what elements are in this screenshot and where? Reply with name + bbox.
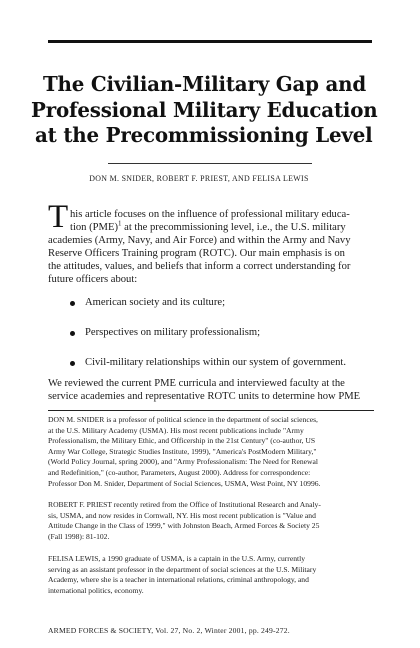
footnote-line: (Fall 1998): 81-102.	[48, 531, 110, 541]
intro-line-6: future officers about:	[48, 274, 138, 285]
article-title	[30, 72, 390, 149]
title-line-3: at the Precommissioning Level	[35, 123, 373, 147]
intro-line-2-pre: tion (PME)	[70, 222, 118, 233]
bullet-text: Civil-military relationships within our system of government.	[85, 357, 346, 368]
intro-line-4: Reserve Officers Training program (ROTC). Our main emphasis is on	[48, 248, 345, 259]
author-byline: DON M. SNIDER, ROBERT F. PRIEST, AND FELISA LEWIS	[89, 174, 309, 183]
para2-line-1: We reviewed the current PME curricula and interviewed faculty at the	[48, 378, 345, 389]
intro-line-3: academies (Army, Navy, and Air Force) and within the Army and Navy	[48, 235, 351, 246]
para2-line-2: service academies and representative ROTC units to determine how PME	[48, 391, 361, 402]
title-divider	[108, 163, 312, 164]
author-note-priest	[48, 500, 321, 542]
bullet-text: Perspectives on military professionalism;	[85, 327, 261, 338]
footnote-line: DON M. SNIDER is a professor of political science in the department of social sciences,	[48, 415, 318, 424]
intro-line-2	[70, 219, 346, 235]
footnote-line: international politics, economy.	[48, 585, 144, 595]
footnote-divider	[48, 410, 374, 411]
journal-citation: ARMED FORCES & SOCIETY, Vol. 27, No. 2, Winter 2001, pp. 249-272.	[48, 626, 290, 635]
intro-line-2-post: at the precommissioning level, i.e., the U.S. military	[121, 222, 346, 233]
title-line-2: Professional Military Education	[30, 97, 378, 122]
footnote-ref-1: 1	[117, 219, 122, 228]
author-note-lewis	[48, 554, 316, 596]
drop-cap: T	[48, 199, 69, 235]
bullet-text: American society and its culture;	[85, 297, 226, 308]
footnote-line: Professor Don M. Snider, Department of Social Sciences, USMA, West Point, NY 10996.	[48, 478, 321, 488]
footnote-line: (World Policy Journal, spring 2000), and "Army Professionalism: The Need for Renewal	[48, 457, 318, 467]
footnote-line: Academy, where she is a teacher in international relations, criminal anthropology, and	[48, 575, 309, 585]
footnote-line: Attitude Change in the Class of 1999," with Johnston Beach, Armed Forces & Society 25	[48, 521, 320, 531]
bullet-icon	[70, 301, 75, 306]
footnote-line: and Redefinition," (co-author, Parameters, August 2000). Address for correspondence:	[48, 467, 311, 477]
footnote-line: Army War College, Strategic Studies Institute, 1999), "America's PostModern Military,"	[48, 446, 317, 456]
intro-line-1: his article focuses on the influence of professional military educa-	[70, 209, 350, 220]
author-note-snider	[48, 415, 320, 489]
footnote-line: serving as an assistant professor in the department of social sciences at the U.S. Military	[48, 564, 317, 574]
intro-line-5: the attitudes, values, and beliefs that inform a correct understanding for	[48, 261, 351, 272]
footnote-line: FELISA LEWIS, a 1990 graduate of USMA, is a captain in the U.S. Army, currently	[48, 554, 306, 563]
footnote-line: Professionalism, the Military Ethic, and Officership in the 21st Century" (co-author, US	[48, 436, 316, 446]
footnote-line: sis, USMA, and now resides in Cornwall, NY. His most recent publication is "Value and	[48, 510, 316, 520]
bullet-icon	[70, 331, 75, 336]
bullet-icon	[70, 361, 75, 366]
title-line-1: The Civilian-Military Gap and	[42, 72, 367, 96]
top-rule	[48, 40, 372, 43]
footnote-line: ROBERT F. PRIEST recently retired from the Office of Institutional Research and Analy-	[48, 500, 321, 509]
footnote-line: at the U.S. Military Academy (USMA). His most recent publications include "Army	[48, 425, 304, 435]
